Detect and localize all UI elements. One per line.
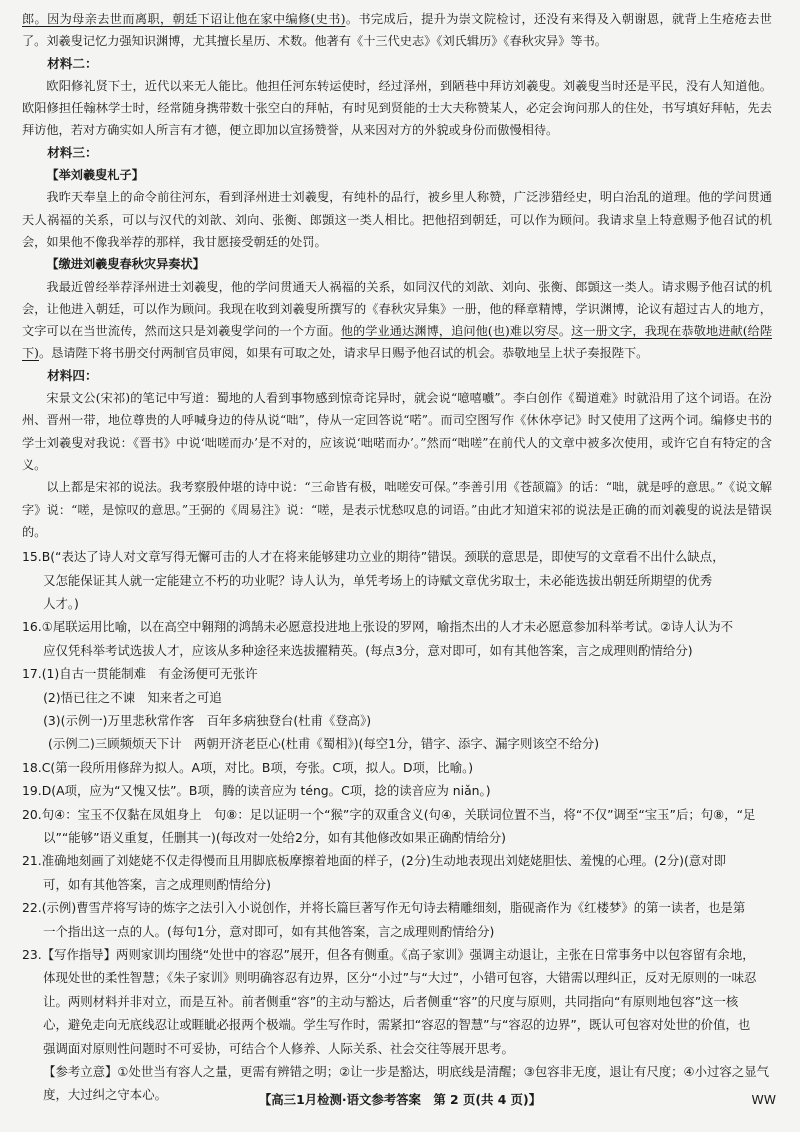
answer-20-line-1: 20.句④：宝玉不仅黏在凤姐身上 句⑧：足以证明一个“猴”字的双重含义(句④，关联词位置不当，将“不仅”调至“宝玉”后；句⑧，“足 — [22, 806, 756, 822]
material-two-text: 欧阳修礼贤下士，近代以来无人能比。他担任河东转运使时，经过泽州，到陋巷中拜访刘羲叟。刘羲叟当时还是平民，没有人知道他。欧阳修担任翰林学士时，经常随身携带数十张空白的拜帖，有时见到贤能的士大夫称赞某人，必定会询问那人的住处，书写填好拜帖，先去拜访他，若对方确实如人所言有才德，便立即加以宣扬赞誉，从来因对方的外貌或身份而傲慢相待。 — [22, 78, 772, 138]
answer-15-line-3: 人才。) — [43, 595, 79, 611]
answer-21-line-2: 可，如有其他答案，言之成理则酌情给分) — [43, 876, 271, 892]
answer-17-line-3: (3)(示例一)万里悲秋常作客 百年多病独登台(杜甫《登高》) — [43, 712, 372, 728]
answer-22-line-2: 一个指出这一点的人。(每句1分，意对即可，如有其他答案，言之成理则酌情给分) — [43, 923, 495, 939]
translation-section — [22, 8, 772, 543]
answer-17-line-1: 17.(1)自古一贯能制难 有金汤便可无张许 — [22, 666, 258, 682]
material-four-title: 材料四： — [47, 367, 98, 383]
answer-15-line-1: 15.B(“表达了诗人对文章写得无懈可击的人才在将来能够建功立业的期待”错误。颈联的意思是，即使写的文章看不出什么缺点， — [22, 549, 725, 565]
answer-23-line-4: 心，避免走向无底线忍让或睚眦必报两个极端。学生写作时，需紧扣“容忍的智慧”与“容忍的边界”，既认可包容对处世的价值，也 — [43, 1017, 751, 1033]
answer-16-line-1: 16.①尾联运用比喻，以在高空中翱翔的鸿鹄未必愿意投进地上张设的罗网，喻指杰出的人才未必愿意参加科举考试。②诗人认为不 — [22, 619, 734, 635]
material-two-title: 材料二： — [47, 55, 98, 71]
answer-16-line-2: 应仅凭科举考试选拔人才，应该从多种途径来选拔擢精英。(每点3分，意对即可，如有其他答案，言之成理则酌情给分) — [43, 642, 693, 658]
answer-18: 18.C(第一段所用修辞为拟人。A项，对比。B项，夸张。C项，拟人。D项，比喻。) — [22, 759, 474, 775]
answer-19: 19.D(A项，应为“又愧又怯”。B项，腾的读音应为 téng。C项，捻的读音应为 niǎn。) — [22, 783, 491, 799]
material-one-ending: 郎。因为母亲去世而离职，朝廷下诏让他在家中编修(史书)。书完成后，提升为崇文院检讨，还没有来得及入朝谢恩，就背上生疮疮去世了。刘羲叟记忆力强知识渊博，尤其擅长星历、术数。他著有《十三代史志》《刘氏辑历》《春秋灾异》等书。 — [22, 12, 772, 49]
answer-15-line-2: 又怎能保证其人就一定能建立不朽的功业呢？诗人认为，单凭考场上的诗赋文章优劣取士，未必能选拔出朝廷所期望的优秀 — [43, 572, 713, 588]
answer-22-line-1: 22.(示例)曹雪芹将写诗的炼字之法引入小说创作，并将长篇巨著写作无句诗去精雕细刻，脂砚斋作为《红楼梦》的第一读者，也是第 — [22, 900, 746, 916]
material-three-subtitle-2: 【缴进刘羲叟春秋灾异奏状】 — [46, 257, 205, 272]
answers-section — [22, 545, 772, 1107]
material-four-text-1: 宋景文公(宋祁)的笔记中写道：蜀地的人看到事物感到惊奇诧异时，就会说“噫嘻嚱”。李白创作《蜀道难》时就沿用了这个词语。在汾州、晋州一带，地位尊贵的人呼喊身边的侍从说“咄”，侍从一定回答说“喏”。而司空图写作《休休亭记》时又使用了这两个词。编修史书的学士刘羲叟对我说：《晋书》中说‘咄嗟而办’是不对的，应该说‘咄喏而办’。”然而“咄嗟”在前代人的文章中被多次使用，或许它自有特定的含义。 — [22, 391, 772, 472]
material-three-text-2: 我最近曾经举荐泽州进士刘羲叟，他的学问贯通天人祸福的关系，如同汉代的刘歆、刘向、张衡、郎顗这一类人。请求赐予他召试的机会，让他进入朝廷，可以作为顾问。我现在收到刘羲叟所撰写的《春秋灾异集》一册，他的释章精博，学识渊博，论议有超过古人的地方，文字可以在当世流传，然而这只是刘羲叟学问的一个方面。他的学业通达渊博，追问他(也)难以穷尽。这一册文字，我现在恭敬地进献(给陛下)。恳请陛下将书册交付两制官员审阅，如果有可取之处，请求早日赐予他召试的机会。恭敬地呈上状子奏报陛下。 — [22, 279, 773, 361]
answer-23-line-6: 【参考立意】①处世当有容人之量，更需有辨错之明；②让一步是豁达，明底线是清醒；③包容非无度，退让有尺度；④小过容之显气 — [43, 1064, 769, 1080]
answer-20-line-2: 以”“能够”语义重复，任删其一)(每改对一处给2分，如有其他修改如果正确酌情给分) — [43, 830, 507, 845]
answer-23-line-2: 体现处世的柔性智慧；《朱子家训》则明确容忍有边界，区分“小过”与“大过”，小错可包容，大错需以理纠正，反对无原则的一味忍 — [43, 970, 757, 986]
answer-23-line-7: 度，大过纠之守本心。 — [43, 1087, 167, 1103]
material-three-text-1: 我昨天奉皇上的命令前往河东，看到泽州进士刘羲叟，有纯朴的品行，被乡里人称赞，广泛涉猎经史，明白治乱的道理。他的学问贯通天人祸福的关系，可以与汉代的刘歆、刘向、张衡、郎顗这一类人相比。把他招到朝廷，可以作为顾问。我请求皇上特意赐予他召试的机会，如果他不像我举荐的那样，我甘愿接受朝廷的处罚。 — [22, 190, 772, 249]
underlined-sentence-1: 他的学业通达渊博，追问他(也)难以穷尽 — [340, 324, 559, 339]
answer-23-line-5: 强调面对原则性问题时不可妥协，可结合个人修养、人际关系、社会交往等展开思考。 — [43, 1040, 514, 1056]
answer-17-line-4: (示例二)三顾频烦天下计 两朝开济老臣心(杜甫《蜀相》)(每空1分，错字、添字、漏字则该空不给分) — [48, 736, 600, 752]
footer-code: WW — [751, 1092, 776, 1107]
answer-23-line-3: 让。两则材料并非对立，而是互补。前者侧重“容”的主动与豁达，后者侧重“容”的尺度与原则，共同指向“有原则地包容”这一核 — [43, 993, 739, 1009]
material-four-text-2: 以上都是宋祁的说法。我考察殷仲堪的诗中说：“三命皆有极，咄嗟安可保。”李善引用《苍颉篇》的话：“咄，就是呼的意思。”《说文解字》说：“嗟，是惊叹的意思。”王弼的《周易注》说：“嗟，是表示忧愁叹息的词语。”由此才知道宋祁的说法是正确的而刘羲叟的说法是错误的。 — [22, 480, 772, 539]
answer-23-line-1: 23.【写作指导】两则家训均围绕“处世中的容忍”展开，但各有侧重。《高子家训》强调主动退让，主张在日常事务中以包容留有余地， — [22, 947, 755, 963]
answer-17-line-2: (2)悟已往之不谏 知来者之可追 — [43, 689, 222, 705]
page-footer: 【高三1月检测·语文参考答案 第 2 页(共 4 页)】 — [258, 1092, 542, 1107]
underlined-translation: 郎。因为母亲去世而离职，朝廷下诏让他在家中编修(史书) — [22, 12, 346, 26]
material-three-subtitle-1: 【举刘羲叟札子】 — [46, 168, 144, 183]
underlined-sentence-2: 这一册文字，我现在恭敬地进献(给陛下) — [22, 324, 773, 361]
material-three-title: 材料三： — [47, 144, 98, 160]
answer-21-line-1: 21.准确地刻画了刘姥姥不仅走得慢而且用脚底板摩擦着地面的样子，(2分)生动地表现出刘姥姥胆怯、羞愧的心理。(2分)(意对即 — [22, 853, 726, 869]
